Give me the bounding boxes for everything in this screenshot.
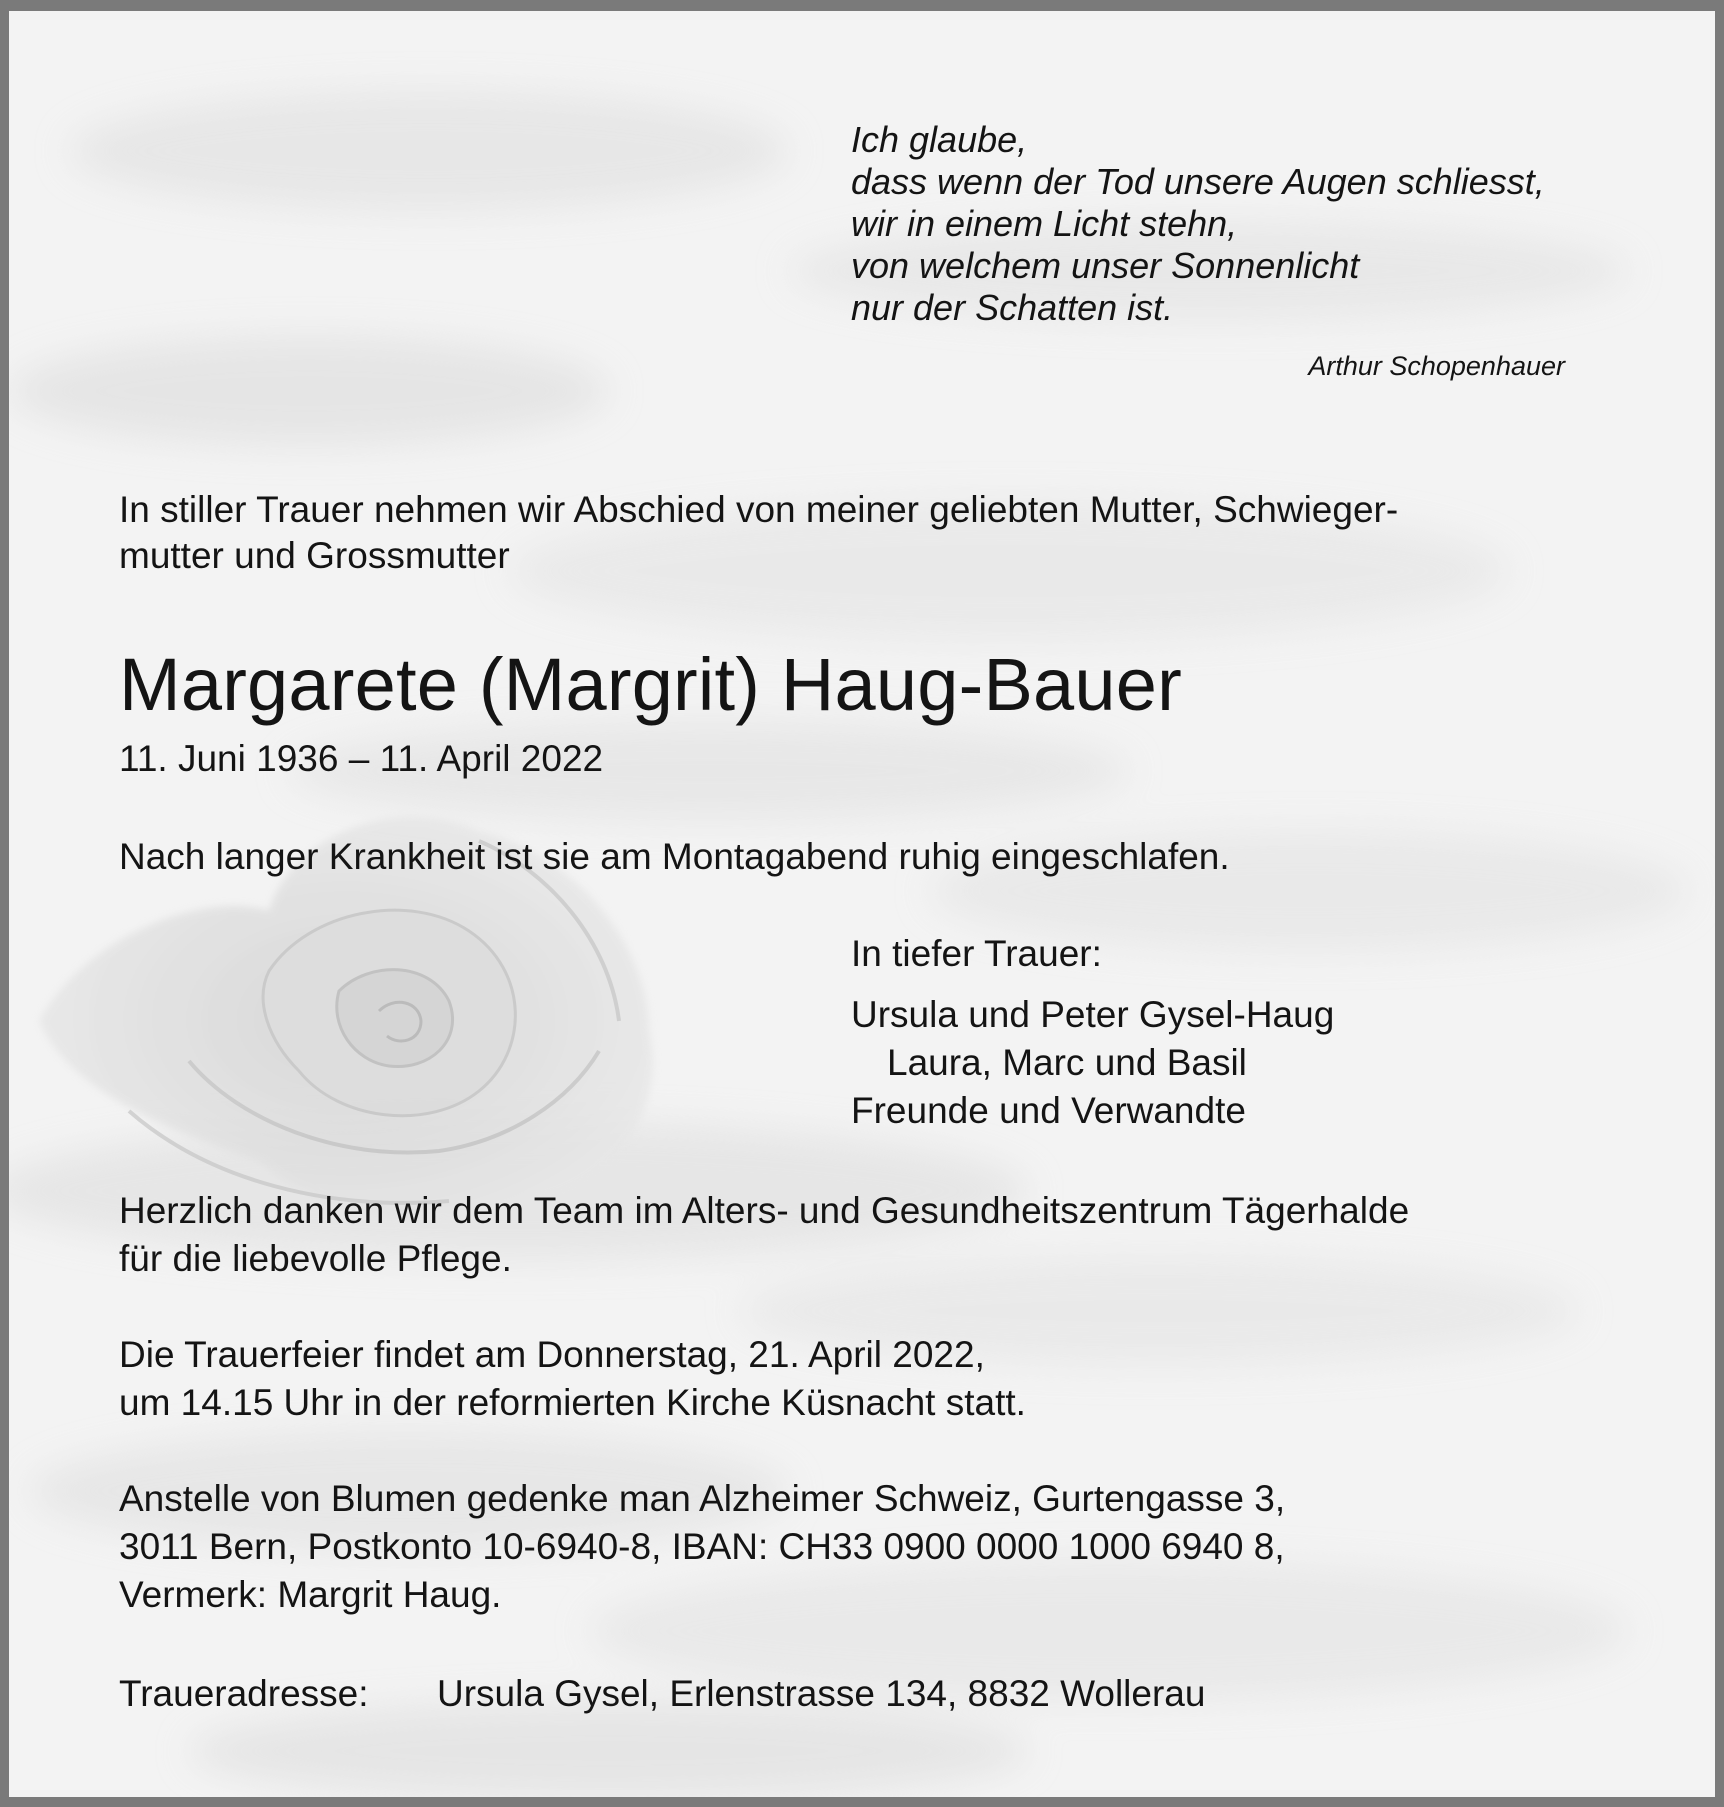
- donation-line: 3011 Bern, Postkonto 10-6940-8, IBAN: CH33 0900 0000 1000 6940 8,: [119, 1526, 1285, 1567]
- mourners-list: [851, 991, 1334, 1135]
- intro-line: In stiller Trauer nehmen wir Abschied von meiner geliebten Mutter, Schwieger-: [119, 489, 1399, 530]
- thanks-text: [119, 1187, 1409, 1283]
- mourner-line: Ursula und Peter Gysel-Haug: [851, 994, 1335, 1035]
- intro-line: mutter und Grossmutter: [119, 535, 510, 576]
- passing-note: Nach langer Krankheit ist sie am Montagabend ruhig eingeschlafen.: [119, 836, 1230, 877]
- quote-line: nur der Schatten ist.: [851, 287, 1174, 328]
- intro-text: [119, 487, 1398, 579]
- address-label: Traueradresse:: [119, 1673, 369, 1714]
- service-line: Die Trauerfeier findet am Donnerstag, 21. April 2022,: [119, 1334, 985, 1375]
- donation-text: [119, 1475, 1285, 1619]
- quote-block: [851, 119, 1545, 329]
- donation-line: Vermerk: Margrit Haug.: [119, 1574, 502, 1615]
- quote-line: Ich glaube,: [851, 119, 1028, 160]
- mourners-title: In tiefer Trauer:: [851, 933, 1102, 974]
- service-text: [119, 1331, 1026, 1427]
- life-dates: 11. Juni 1936 – 11. April 2022: [119, 738, 604, 779]
- donation-line: Anstelle von Blumen gedenke man Alzheimer Schweiz, Gurtengasse 3,: [119, 1478, 1286, 1519]
- quote-author: Arthur Schopenhauer: [1308, 351, 1565, 381]
- thanks-line: für die liebevolle Pflege.: [119, 1238, 512, 1279]
- quote-line: von welchem unser Sonnenlicht: [851, 245, 1360, 286]
- deceased-name: Margarete (Margrit) Haug-Bauer: [119, 643, 1182, 726]
- mourner-line: Laura, Marc und Basil: [887, 1042, 1247, 1083]
- address-value: Ursula Gysel, Erlenstrasse 134, 8832 Wollerau: [437, 1673, 1206, 1714]
- quote-line: dass wenn der Tod unsere Augen schliesst,: [851, 161, 1545, 202]
- mourner-line: Freunde und Verwandte: [851, 1090, 1246, 1131]
- thanks-line: Herzlich danken wir dem Team im Alters- und Gesundheitszentrum Tägerhalde: [119, 1190, 1410, 1231]
- mourning-address: [119, 1673, 1205, 1715]
- service-line: um 14.15 Uhr in der reformierten Kirche Küsnacht statt.: [119, 1382, 1026, 1423]
- quote-line: wir in einem Licht stehn,: [851, 203, 1238, 244]
